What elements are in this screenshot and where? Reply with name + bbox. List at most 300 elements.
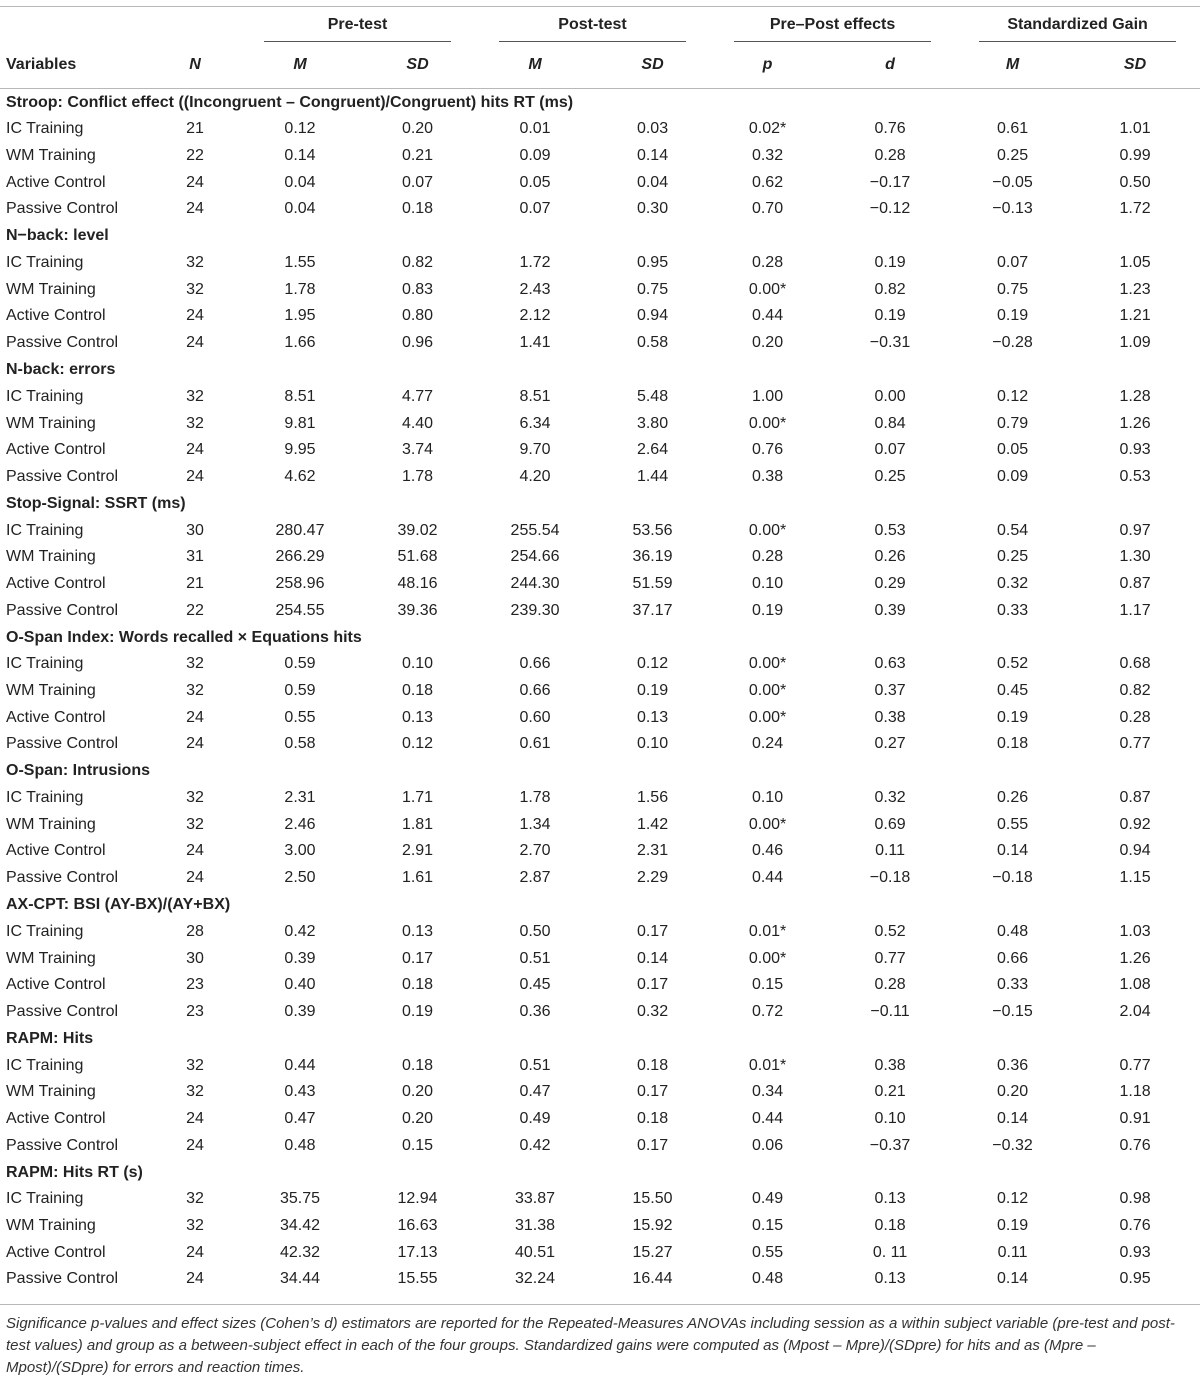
cell-group: IC Training (6, 254, 84, 272)
cell-post-m: 2.70 (519, 842, 551, 860)
cell-n: 32 (186, 682, 204, 700)
cell-n: 24 (186, 842, 204, 860)
cell-pre-m: 34.42 (279, 1217, 321, 1235)
sub-header-row (0, 42, 1200, 89)
cell-post-m: 0.07 (519, 200, 551, 218)
cell-gain-sd: 0.93 (1119, 1243, 1151, 1261)
cell-gain-m: 0.61 (996, 120, 1029, 138)
cell-post-sd: 15.27 (632, 1243, 673, 1261)
cell-d: −0.12 (869, 200, 911, 218)
cell-d: 0.25 (874, 467, 906, 485)
cell-p: 0.24 (751, 735, 784, 753)
cell-gain-m: 0.79 (996, 414, 1029, 432)
cell-post-m: 0.42 (519, 1136, 551, 1154)
cell-p: 0.10 (751, 789, 784, 807)
cell-pre-sd: 0.07 (401, 173, 434, 191)
col-n: N (150, 42, 240, 89)
cell-group: Active Control (6, 976, 106, 994)
cell-n: 24 (186, 467, 204, 485)
cell-post-sd: 0.95 (636, 254, 669, 272)
cell-gain-m: 0.75 (996, 280, 1029, 298)
cell-p: 0.00* (748, 280, 787, 298)
col-gain-sd: SD (1070, 42, 1200, 89)
cell-post-sd: 0.32 (636, 1002, 669, 1020)
cell-d: 0.38 (874, 1056, 906, 1074)
table-row-passive-control (0, 597, 1200, 624)
cell-pre-m: 0.58 (284, 735, 316, 753)
section-title: O-Span Index: Words recalled × Equations hits (6, 628, 362, 646)
cell-group: Passive Control (6, 601, 119, 619)
cell-group: WM Training (6, 548, 96, 566)
cell-n: 24 (186, 1243, 204, 1261)
table-row-active-control (0, 972, 1200, 999)
cell-p: 0.00* (748, 708, 787, 726)
cell-p: 1.00 (751, 387, 784, 405)
cell-post-m: 4.20 (519, 467, 551, 485)
cell-d: −0.31 (869, 334, 911, 352)
cell-d: 0.00 (874, 387, 906, 405)
cell-d: 0.19 (874, 254, 906, 272)
table-row-ic-training (0, 1186, 1200, 1213)
cell-gain-m: 0.07 (996, 254, 1029, 272)
cell-post-sd: 16.44 (632, 1270, 673, 1288)
cell-post-sd: 5.48 (636, 387, 669, 405)
cell-gain-m: −0.15 (992, 1002, 1033, 1020)
cell-n: 24 (186, 334, 204, 352)
group-header-row (0, 0, 1200, 42)
cell-gain-sd: 0.28 (1119, 708, 1151, 726)
cell-p: 0.28 (751, 548, 784, 566)
cell-group: Passive Control (6, 1136, 119, 1154)
cell-n: 24 (186, 200, 204, 218)
cell-n: 24 (186, 441, 204, 459)
section-header-row (0, 89, 1200, 117)
cell-post-m: 0.66 (519, 682, 551, 700)
cell-d: 0.11 (875, 842, 906, 860)
cell-pre-sd: 0.20 (401, 1109, 434, 1127)
cell-gain-m: −0.32 (992, 1136, 1033, 1154)
cell-gain-m: 0.14 (996, 842, 1029, 860)
cell-gain-m: −0.05 (992, 173, 1033, 191)
cell-pre-sd: 4.40 (401, 414, 434, 432)
section-title: AX-CPT: BSI (AY-BX)/(AY+BX) (6, 896, 231, 913)
cell-group: IC Training (6, 387, 84, 405)
cell-n: 30 (186, 949, 204, 967)
table-row-active-control (0, 838, 1200, 865)
cell-p: 0.46 (751, 842, 784, 860)
cell-d: 0.37 (874, 682, 906, 700)
cell-n: 28 (186, 922, 204, 940)
cell-pre-sd: 17.13 (397, 1243, 438, 1261)
cell-n: 21 (186, 574, 204, 592)
cell-group: WM Training (6, 280, 96, 298)
cell-post-m: 0.47 (519, 1083, 551, 1101)
cell-p: 0.00* (748, 655, 787, 673)
cell-d: 0.84 (874, 414, 906, 432)
cell-gain-sd: 1.30 (1119, 548, 1151, 566)
cell-post-m: 6.34 (519, 414, 551, 432)
cell-gain-sd: 0.87 (1119, 789, 1151, 807)
cell-pre-m: 3.00 (284, 842, 316, 860)
cell-pre-m: 2.50 (284, 869, 316, 887)
cell-post-sd: 3.80 (636, 414, 669, 432)
cell-p: 0.10 (751, 574, 784, 592)
cell-pre-sd: 1.81 (401, 815, 434, 833)
cell-pre-sd: 15.55 (397, 1270, 438, 1288)
cell-group: WM Training (6, 815, 96, 833)
cell-pre-m: 0.39 (284, 1002, 316, 1020)
cell-pre-sd: 0.83 (401, 280, 434, 298)
table-footnote: Significance p-values and effect sizes (Cohen’s d) estimators are reported for the Repeated-Measures ANOVAs including session as a within subject variable (pre-test and post-test values) and group as a between-subject effect in each of the four groups. Standardized gains were computed as (Mpost – Mpre)/(SDpre) for hits and as (Mpre – Mpost)/(SDpre) for errors and reaction times. (0, 1304, 1200, 1379)
cell-gain-m: 0.11 (997, 1243, 1028, 1261)
cell-p: 0.19 (751, 601, 784, 619)
cell-post-sd: 0.17 (636, 1083, 669, 1101)
cell-gain-m: 0.32 (996, 574, 1029, 592)
cell-gain-sd: 0.87 (1119, 574, 1151, 592)
cell-gain-sd: 0.97 (1119, 521, 1151, 539)
cell-gain-sd: 0.50 (1119, 173, 1151, 191)
cell-p: 0.72 (751, 1002, 784, 1020)
section-header-row (0, 490, 1200, 517)
section-header-row (0, 357, 1200, 384)
cell-gain-m: 0.54 (996, 521, 1029, 539)
col-pre-sd: SD (360, 42, 475, 89)
cell-pre-sd: 0.18 (401, 1056, 434, 1074)
cell-gain-sd: 1.17 (1119, 601, 1151, 619)
cell-group: IC Training (6, 789, 84, 807)
section-title: RAPM: Hits (6, 1029, 94, 1047)
cell-pre-sd: 0.15 (401, 1136, 434, 1154)
cell-n: 32 (186, 655, 204, 673)
table-row-active-control (0, 1106, 1200, 1133)
cell-post-m: 0.66 (519, 655, 551, 673)
cell-group: IC Training (6, 922, 84, 940)
cell-gain-sd: 0.91 (1119, 1109, 1151, 1127)
cell-gain-sd: 0.53 (1119, 467, 1151, 485)
cell-gain-sd: 1.23 (1119, 280, 1151, 298)
table-row-ic-training (0, 384, 1200, 411)
cell-group: IC Training (6, 120, 84, 138)
cell-post-sd: 0.14 (636, 949, 669, 967)
cell-pre-m: 0.59 (284, 682, 316, 700)
cell-pre-m: 258.96 (275, 574, 325, 592)
cell-p: 0.00* (748, 682, 787, 700)
cell-pre-sd: 39.36 (397, 601, 438, 619)
cell-gain-sd: 0.68 (1119, 655, 1151, 673)
cell-pre-m: 0.12 (284, 120, 316, 138)
cell-post-m: 31.38 (514, 1217, 556, 1235)
cell-post-sd: 0.75 (636, 280, 669, 298)
cell-post-sd: 15.50 (632, 1190, 673, 1208)
section-header-row (0, 758, 1200, 785)
cell-post-m: 0.60 (519, 708, 551, 726)
cell-n: 24 (186, 307, 204, 325)
section-header-row (0, 1025, 1200, 1052)
cell-post-m: 32.24 (514, 1270, 556, 1288)
cell-gain-sd: 1.26 (1119, 414, 1151, 432)
table-row-wm-training (0, 143, 1200, 170)
cell-gain-sd: 1.26 (1119, 949, 1151, 967)
cell-post-m: 255.54 (510, 521, 560, 539)
cell-post-sd: 0.18 (636, 1109, 669, 1127)
table-row-active-control (0, 1239, 1200, 1266)
cell-p: 0.34 (751, 1083, 784, 1101)
group-header-prepost: Pre–Post effects (710, 0, 955, 42)
cell-pre-m: 266.29 (275, 548, 325, 566)
cell-group: WM Training (6, 1217, 96, 1235)
table-row-ic-training (0, 1052, 1200, 1079)
cell-post-m: 1.78 (519, 789, 551, 807)
cell-gain-sd: 1.72 (1119, 200, 1151, 218)
cell-gain-m: 0.20 (996, 1083, 1029, 1101)
cell-post-m: 33.87 (514, 1190, 556, 1208)
col-gain-m: M (955, 42, 1070, 89)
cell-post-m: 0.49 (519, 1109, 551, 1127)
cell-gain-sd: 1.21 (1119, 307, 1151, 325)
cell-pre-m: 0.42 (284, 922, 316, 940)
cell-p: 0.01* (748, 1056, 787, 1074)
table-row-passive-control (0, 1266, 1200, 1293)
cell-post-sd: 2.29 (636, 869, 669, 887)
cell-pre-m: 34.44 (279, 1270, 321, 1288)
cell-p: 0.44 (751, 869, 784, 887)
section-title: N−back: level (6, 227, 109, 245)
cell-post-m: 0.01 (519, 120, 551, 138)
table-body (0, 89, 1200, 1293)
cell-post-sd: 1.56 (636, 789, 669, 807)
cell-p: 0.32 (751, 147, 784, 165)
cell-pre-m: 1.78 (284, 280, 316, 298)
cell-gain-sd: 1.08 (1119, 976, 1151, 994)
cell-n: 32 (186, 414, 204, 432)
cell-n: 32 (186, 1190, 204, 1208)
cell-gain-sd: 0.98 (1119, 1190, 1151, 1208)
cell-d: 0.10 (874, 1109, 906, 1127)
cell-d: 0.07 (874, 441, 906, 459)
cell-d: 0.27 (874, 735, 906, 753)
cell-pre-sd: 0.20 (401, 1083, 434, 1101)
cell-pre-m: 0.48 (284, 1136, 316, 1154)
cell-d: 0.26 (874, 548, 906, 566)
cell-pre-sd: 0.18 (401, 682, 434, 700)
cell-pre-m: 0.44 (284, 1056, 316, 1074)
cell-pre-sd: 0.18 (401, 976, 434, 994)
table-row-ic-training (0, 116, 1200, 143)
table-row-passive-control (0, 1132, 1200, 1159)
table-row-ic-training (0, 651, 1200, 678)
cell-pre-m: 254.55 (275, 601, 325, 619)
table-row-ic-training (0, 517, 1200, 544)
section-header-row (0, 892, 1200, 919)
cell-pre-sd: 0.96 (401, 334, 434, 352)
cell-gain-m: 0.09 (996, 467, 1029, 485)
cell-gain-m: 0.12 (996, 387, 1029, 405)
table-row-passive-control (0, 999, 1200, 1026)
section-header-row (0, 1159, 1200, 1186)
cell-pre-m: 0.55 (284, 708, 316, 726)
cell-d: 0.69 (874, 815, 906, 833)
cell-p: 0.15 (751, 1217, 784, 1235)
cell-group: WM Training (6, 682, 96, 700)
cell-post-sd: 0.17 (636, 922, 669, 940)
cell-d: −0.11 (870, 1002, 910, 1020)
cell-n: 24 (186, 1109, 204, 1127)
cell-p: 0.01* (748, 922, 787, 940)
cell-post-sd: 0.03 (636, 120, 669, 138)
cell-post-m: 254.66 (510, 548, 560, 566)
cell-post-m: 0.45 (519, 976, 551, 994)
cell-gain-m: 0.48 (996, 922, 1029, 940)
cell-gain-m: 0.33 (996, 976, 1029, 994)
cell-pre-sd: 0.13 (401, 922, 434, 940)
cell-group: IC Training (6, 655, 84, 673)
cell-pre-m: 1.66 (284, 334, 316, 352)
cell-group: Active Control (6, 441, 106, 459)
table-row-wm-training (0, 410, 1200, 437)
cell-n: 24 (186, 869, 204, 887)
cell-n: 32 (186, 387, 204, 405)
cell-n: 23 (186, 1002, 204, 1020)
cell-p: 0.55 (751, 1243, 784, 1261)
cell-d: 0.76 (874, 120, 906, 138)
cell-gain-m: 0.66 (996, 949, 1029, 967)
cell-p: 0.70 (751, 200, 784, 218)
cell-gain-m: 0.19 (996, 307, 1029, 325)
cell-d: 0.28 (874, 147, 906, 165)
cell-gain-m: 0.52 (996, 655, 1029, 673)
cell-gain-m: 0.14 (996, 1270, 1029, 1288)
cell-pre-sd: 3.74 (401, 441, 434, 459)
cell-pre-m: 8.51 (284, 387, 316, 405)
cell-gain-m: 0.33 (996, 601, 1029, 619)
cell-post-sd: 0.17 (636, 1136, 669, 1154)
cell-post-m: 2.12 (519, 307, 551, 325)
cell-n: 32 (186, 789, 204, 807)
cell-pre-m: 9.95 (284, 441, 316, 459)
cell-p: 0.06 (751, 1136, 784, 1154)
cell-pre-sd: 2.91 (401, 842, 434, 860)
cell-gain-m: 0.18 (996, 735, 1029, 753)
cell-p: 0.49 (751, 1190, 784, 1208)
cell-p: 0.20 (751, 334, 784, 352)
cell-pre-sd: 16.63 (397, 1217, 438, 1235)
cell-d: 0.13 (874, 1190, 906, 1208)
cell-post-sd: 2.64 (636, 441, 669, 459)
cell-n: 32 (186, 280, 204, 298)
cell-post-m: 1.72 (519, 254, 551, 272)
cell-pre-m: 0.40 (284, 976, 316, 994)
cell-post-sd: 0.30 (636, 200, 669, 218)
cell-gain-sd: 1.03 (1119, 922, 1151, 940)
cell-post-sd: 0.19 (636, 682, 669, 700)
cell-group: Passive Control (6, 869, 119, 887)
cell-post-sd: 0.18 (636, 1056, 669, 1074)
cell-group: Passive Control (6, 1002, 119, 1020)
table-row-active-control (0, 169, 1200, 196)
cell-gain-sd: 0.93 (1119, 441, 1151, 459)
cell-group: Active Control (6, 842, 106, 860)
cell-post-m: 0.36 (519, 1002, 551, 1020)
cell-post-sd: 0.58 (636, 334, 669, 352)
cell-gain-sd: 0.99 (1119, 147, 1151, 165)
cell-pre-sd: 1.71 (401, 789, 434, 807)
cell-gain-sd: 0.92 (1119, 815, 1151, 833)
cell-pre-sd: 0.80 (401, 307, 434, 325)
cell-pre-sd: 4.77 (401, 387, 434, 405)
cell-group: WM Training (6, 147, 96, 165)
cell-post-sd: 0.10 (636, 735, 669, 753)
cell-d: 0. 11 (872, 1243, 908, 1261)
cell-gain-sd: 1.05 (1119, 254, 1151, 272)
cell-p: 0.48 (751, 1270, 784, 1288)
cell-gain-sd: 1.01 (1119, 120, 1151, 138)
cell-group: WM Training (6, 414, 96, 432)
cell-p: 0.00* (748, 949, 787, 967)
cell-post-m: 2.87 (519, 869, 551, 887)
cell-post-m: 40.51 (514, 1243, 556, 1261)
col-variables: Variables (0, 42, 150, 89)
cell-gain-sd: 1.15 (1119, 869, 1151, 887)
cell-gain-sd: 0.77 (1119, 735, 1151, 753)
cell-post-m: 244.30 (510, 574, 560, 592)
cell-pre-m: 1.95 (284, 307, 316, 325)
table-row-wm-training (0, 544, 1200, 571)
cell-pre-sd: 12.94 (397, 1190, 438, 1208)
table-row-passive-control (0, 464, 1200, 491)
table-row-passive-control (0, 196, 1200, 223)
table-row-wm-training (0, 811, 1200, 838)
cell-n: 32 (186, 1056, 204, 1074)
cell-post-m: 0.51 (519, 1056, 551, 1074)
cell-post-m: 0.05 (519, 173, 551, 191)
cell-gain-sd: 0.95 (1119, 1270, 1151, 1288)
cell-d: 0.53 (874, 521, 906, 539)
cell-d: −0.18 (869, 869, 911, 887)
table-row-active-control (0, 571, 1200, 598)
cell-n: 23 (186, 976, 204, 994)
cell-post-sd: 51.59 (632, 574, 673, 592)
cell-pre-m: 42.32 (279, 1243, 321, 1261)
table-row-wm-training (0, 276, 1200, 303)
cell-p: 0.02* (748, 120, 787, 138)
cell-d: 0.21 (874, 1083, 906, 1101)
cell-gain-m: 0.12 (996, 1190, 1029, 1208)
cell-n: 22 (186, 601, 204, 619)
cell-d: 0.77 (874, 949, 906, 967)
cell-pre-sd: 0.17 (401, 949, 434, 967)
cell-pre-m: 0.43 (284, 1083, 316, 1101)
cell-gain-sd: 1.09 (1119, 334, 1151, 352)
cell-gain-m: 0.19 (996, 1217, 1029, 1235)
cell-pre-m: 0.47 (284, 1109, 316, 1127)
cell-gain-sd: 0.76 (1119, 1217, 1151, 1235)
cell-p: 0.62 (751, 173, 784, 191)
cell-post-sd: 1.42 (636, 815, 669, 833)
col-post-m: M (475, 42, 595, 89)
cell-group: WM Training (6, 949, 96, 967)
cell-n: 24 (186, 1270, 204, 1288)
cell-gain-m: −0.18 (992, 869, 1033, 887)
cell-group: IC Training (6, 1190, 84, 1208)
cell-d: 0.39 (874, 601, 906, 619)
cell-group: Active Control (6, 1109, 106, 1127)
cell-post-m: 1.41 (519, 334, 551, 352)
cell-n: 31 (186, 548, 204, 566)
cell-d: −0.17 (869, 173, 911, 191)
cell-pre-sd: 0.18 (401, 200, 434, 218)
cell-post-sd: 0.13 (636, 708, 669, 726)
cell-pre-sd: 0.13 (401, 708, 434, 726)
